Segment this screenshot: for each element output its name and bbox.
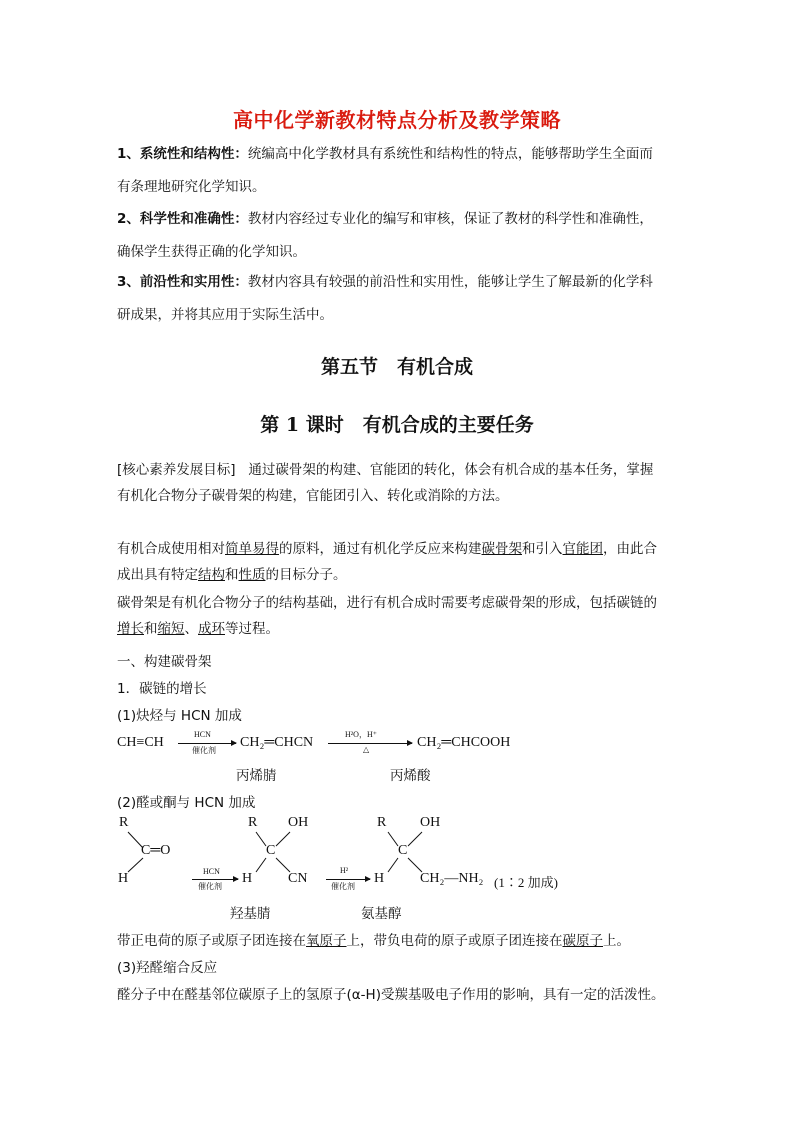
name-hydroxynitrile: 羟基腈 [230,906,271,922]
section-title: 第五节 有机合成 [320,356,473,378]
reagent-heat: △ [363,745,370,754]
reagent-water-acid: H²O，H⁺ [345,730,377,739]
bond-line [388,832,398,846]
lesson-title: 第 1 课时 有机合成的主要任务 [260,414,534,436]
underlined-term: 氧原子 [306,933,347,949]
rule-text: 上。 [603,933,630,949]
atom-h: H [118,871,129,886]
name-acrylic-acid: 丙烯酸 [390,768,431,784]
reactant-acetylene: CH≡CH [117,735,164,750]
underlined-term: 性质 [238,567,266,583]
group-r: R [377,815,387,830]
point-1-text-cont: 有条理地研究化学知识。 [117,179,266,195]
atom-c: C [398,843,408,858]
point-1-text: 统编高中化学教材具有系统性和结构性的特点，能够帮助学生全面而 [247,146,653,162]
reaction-arrow [326,879,370,880]
page-title: 高中化学新教材特点分析及教学策略 [233,108,561,132]
bond-line [276,832,290,846]
point-2-text: 教材内容经过专业化的编写和审核，保证了教材的科学性和准确性， [247,211,653,227]
addition-rule [117,929,630,949]
reaction-3-heading: (3)羟醛缩合反应 [117,960,218,976]
underlined-term: 结构 [198,567,225,583]
atom-c: C [266,843,276,858]
addition-ratio-note: (1∶2 加成) [494,875,558,890]
underlined-term: 简单易得 [225,541,279,557]
bond-line [128,858,143,872]
product-acrylonitrile: CH₂═CHCN [240,735,314,750]
subheading-carbon-skeleton: 一、构建碳骨架 [117,654,212,670]
group-oh: OH [288,815,309,830]
reagent-hcn: HCN [203,867,220,876]
core-goal-line1: 通过碳骨架的构建、官能团的转化，体会有机合成的基本任务，掌握 [248,462,654,478]
intro-text: 的目标分子。 [265,567,347,583]
name-amino-alcohol: 氨基醇 [361,906,402,922]
reagent-catalyst: 催化剂 [192,746,216,755]
bond-line [388,858,398,872]
point-2-text-cont: 确保学生获得正确的化学知识。 [117,244,306,260]
underlined-term: 成环 [198,621,225,637]
reagent-hcn: HCN [194,730,211,739]
intro-text: 成出具有特定 [117,567,198,583]
reaction-arrow [192,879,238,880]
underlined-term: 增长 [117,621,144,637]
group-r: R [248,815,258,830]
intro-text: 和 [144,621,158,637]
carbonyl-group: C═O [141,843,171,858]
rule-text: 上，带负电荷的原子或原子团连接在 [346,933,563,949]
group-cn: CN [288,871,308,886]
point-1-label: 1、系统性和结构性： [117,146,248,162]
subheading-chain-growth: 1．碳链的增长 [117,681,207,697]
group-r: R [119,815,129,830]
intro-text: ，由此合 [603,541,657,557]
reaction-1-heading: (1)炔烃与 HCN 加成 [117,708,242,724]
group-oh: OH [420,815,441,830]
core-goal-tag: [核心素养发展目标] [117,462,236,478]
intro-text: 、 [184,621,198,637]
aldol-description: 醛分子中在醛基邻位碳原子上的氢原子(α-H)受羰基吸电子作用的影响，具有一定的活泼性。 [117,987,665,1003]
reagent-catalyst: 催化剂 [198,882,222,891]
group-ch2-nh2: CH₂—NH₂ [420,871,484,886]
point-3-text: 教材内容具有较强的前沿性和实用性，能够让学生了解最新的化学科 [247,274,653,290]
product-acrylic-acid: CH₂═CHCOOH [417,735,511,750]
intro-text: 等过程。 [225,621,279,637]
reagent-catalyst: 催化剂 [331,882,355,891]
underlined-term: 碳原子 [562,933,603,949]
core-goal-line2: 有机化合物分子碳骨架的构建，官能团引入、转化或消除的方法。 [117,488,509,504]
atom-h: H [374,871,385,886]
intro-text: 和引入 [522,541,563,557]
bond-line [256,832,266,846]
point-2-label: 2、科学性和准确性： [117,211,248,227]
intro-text: 碳骨架是有机化合物分子的结构基础，进行有机合成时需要考虑碳骨架的形成，包括碳链的 [117,595,657,611]
rule-text: 带正电荷的原子或原子团连接在 [117,933,306,949]
name-acrylonitrile: 丙烯腈 [236,768,277,784]
reaction-2-heading: (2)醛或酮与 HCN 加成 [117,795,256,811]
bond-line [256,858,266,872]
bond-line [408,832,422,846]
point-3-label: 3、前沿性和实用性： [117,274,248,290]
underlined-term: 缩短 [157,621,185,637]
underlined-term: 官能团 [562,541,603,557]
bond-line [408,858,422,872]
intro-text: 和 [225,567,239,583]
atom-h: H [242,871,253,886]
intro-text: 的原料，通过有机化学反应来构建 [279,541,482,557]
intro-text: 有机合成使用相对 [117,541,225,557]
point-3-text-cont: 研成果，并将其应用于实际生活中。 [117,307,333,323]
underlined-term: 碳骨架 [481,541,522,557]
reagent-hydrogen: H² [340,866,349,875]
bond-line [276,858,290,872]
